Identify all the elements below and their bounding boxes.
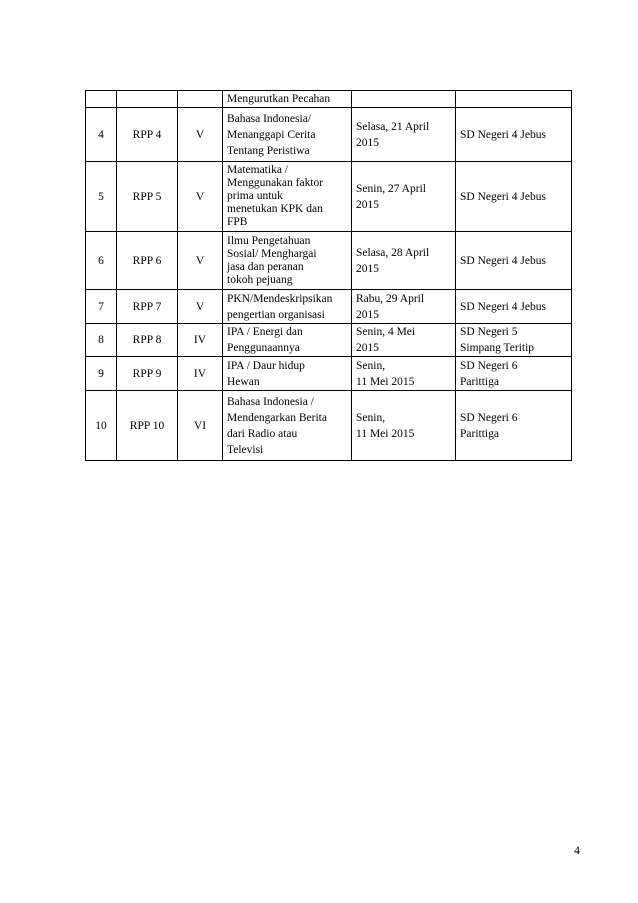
school-cell [456, 290, 572, 324]
school-cell [456, 232, 572, 290]
date-cell [352, 290, 456, 324]
table-row [86, 391, 572, 461]
rpp-cell [117, 91, 178, 108]
subject-cell [223, 162, 352, 232]
subject-line: Mendengarkan Berita [227, 411, 327, 424]
school-line: SD Negeri 4 Jebus [460, 300, 546, 313]
school-line: Simpang Teritip [460, 342, 535, 354]
rpp-cell: RPP 10 [117, 391, 178, 461]
subject-line: Ilmu Pengetahuan [227, 234, 311, 247]
row-number-cell: 6 [86, 232, 117, 290]
date-line: Senin, [356, 411, 386, 424]
school-cell [456, 108, 572, 162]
date-line: Selasa, 28 April [356, 246, 430, 259]
subject-line: Mengurutkan Pecahan [227, 93, 331, 105]
row-number-cell: 7 [86, 290, 117, 324]
date-line: 11 Mei 2015 [356, 375, 415, 388]
subject-line: Penggunaannya [227, 342, 300, 354]
subject-cell [223, 290, 352, 324]
subject-line: IPA / Energi dan [227, 326, 303, 338]
school-cell [456, 324, 572, 357]
class-cell [178, 91, 223, 108]
school-line: SD Negeri 5 [460, 326, 518, 338]
class-cell: V [178, 108, 223, 162]
class-cell: V [178, 290, 223, 324]
date-line: Rabu, 29 April [356, 292, 425, 305]
subject-line: prima untuk [227, 190, 283, 202]
table-row [86, 290, 572, 324]
class-cell: V [178, 162, 223, 232]
table-row [86, 162, 572, 232]
subject-line: Tentang Peristiwa [227, 144, 310, 157]
subject-cell [223, 357, 352, 391]
subject-line: Hewan [227, 375, 260, 388]
subject-line: Bahasa Indonesia / [227, 395, 314, 408]
class-cell: IV [178, 357, 223, 391]
subject-line: PKN/Mendeskripsikan [227, 292, 333, 305]
date-line: 2015 [356, 342, 379, 354]
school-line: SD Negeri 6 [460, 359, 518, 372]
row-number-cell [86, 91, 117, 108]
school-cell [456, 391, 572, 461]
rpp-cell: RPP 8 [117, 324, 178, 357]
subject-line: pengertian organisasi [227, 308, 325, 321]
subject-line: IPA / Daur hidup [227, 359, 305, 372]
table-row [86, 357, 572, 391]
date-cell [352, 232, 456, 290]
school-line: SD Negeri 4 Jebus [460, 190, 546, 203]
date-cell [352, 357, 456, 391]
date-line: 11 Mei 2015 [356, 427, 415, 440]
row-number-cell: 8 [86, 324, 117, 357]
date-line: 2015 [356, 308, 379, 321]
subject-line: Menggunakan faktor [227, 177, 324, 189]
school-line: Parittiga [460, 427, 499, 440]
date-line: 2015 [356, 262, 379, 275]
school-cell [456, 162, 572, 232]
subject-line: dari Radio atau [227, 427, 298, 440]
rpp-cell: RPP 6 [117, 232, 178, 290]
rpp-cell: RPP 4 [117, 108, 178, 162]
class-cell: VI [178, 391, 223, 461]
date-line: Senin, [356, 359, 386, 372]
row-number-cell: 5 [86, 162, 117, 232]
date-cell [352, 324, 456, 357]
table-row [86, 324, 572, 357]
class-cell: V [178, 232, 223, 290]
teaching-schedule-table [85, 90, 572, 461]
rpp-cell: RPP 7 [117, 290, 178, 324]
date-cell [352, 391, 456, 461]
subject-line: Televisi [227, 443, 264, 456]
date-line: Senin, 27 April [356, 182, 426, 195]
school-cell [456, 91, 572, 108]
school-line: SD Negeri 6 [460, 411, 518, 424]
subject-cell [223, 324, 352, 357]
row-number-cell: 4 [86, 108, 117, 162]
table-row [86, 108, 572, 162]
rpp-cell: RPP 9 [117, 357, 178, 391]
subject-cell [223, 391, 352, 461]
school-line: Parittiga [460, 375, 499, 388]
school-cell [456, 357, 572, 391]
subject-line: tokoh pejuang [227, 273, 293, 286]
date-cell [352, 108, 456, 162]
rpp-cell: RPP 5 [117, 162, 178, 232]
school-line: SD Negeri 4 Jebus [460, 128, 546, 141]
table-row [86, 232, 572, 290]
page-number: 4 [574, 843, 580, 857]
class-cell: IV [178, 324, 223, 357]
subject-cell [223, 108, 352, 162]
date-line: Senin, 4 Mei [356, 326, 416, 338]
subject-line: Menanggapi Cerita [227, 128, 316, 141]
subject-cell [223, 232, 352, 290]
row-number-cell: 10 [86, 391, 117, 461]
table-row [86, 91, 572, 108]
subject-line: FPB [227, 216, 248, 228]
date-line: 2015 [356, 198, 379, 211]
date-cell [352, 91, 456, 108]
subject-cell [223, 91, 352, 108]
date-cell [352, 162, 456, 232]
date-line: Selasa, 21 April [356, 120, 430, 133]
subject-line: menetukan KPK dan [227, 203, 323, 215]
row-number-cell: 9 [86, 357, 117, 391]
subject-line: Matematika / [227, 164, 288, 176]
subject-line: Bahasa Indonesia/ [227, 112, 311, 125]
subject-line: jasa dan peranan [227, 260, 304, 273]
school-line: SD Negeri 4 Jebus [460, 254, 546, 267]
subject-line: Sosial/ Menghargai [227, 247, 317, 260]
date-line: 2015 [356, 136, 379, 149]
